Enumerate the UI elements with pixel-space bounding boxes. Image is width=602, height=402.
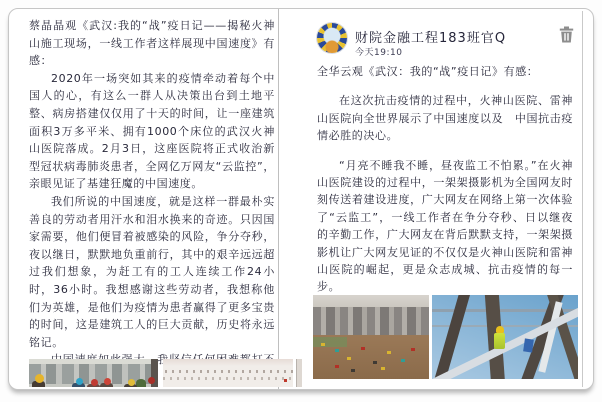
worker-helmet	[496, 326, 504, 333]
post-paragraph: “月亮不睡我不睡，昼夜监工不怕累。”在火神山医院建设的过程中，一架架摄影机为全国网友时刻传送着建设进度，广大网友在网络上第一次体验了“云监工”，一线工作者在争分夺秒、日以继夜的辛勤工作，广大网友在背后默默支持，一架架摄影机让广大网友见证的不仅仅是火神山医院和雷神山医院的崛起，更是众志成城、抗击疫情的每一步。	[317, 158, 573, 294]
post-lead: 全华云观《武汉：我的“战”疫日记》有感：	[317, 65, 539, 78]
photo-steel-worker[interactable]	[432, 295, 578, 379]
helmet-dots	[35, 374, 44, 383]
photo-construction-site[interactable]	[313, 295, 429, 379]
page-edge-line	[582, 11, 583, 387]
essay-paragraph: 我们所说的中国速度，就是这样一群最朴实善良的劳动者用汗水和泪水换来的奇迹。只因国家需要，他们便冒着被感染的风险，争分夺秒，夜以继日，默默地负重前行，其中的艰辛远远超过我们想象，为赶工有的工人连续工作24小时，36小时。我想感谢这些劳动者，我想称他们为英雄，是他们为疫情为患者赢得了更多宝贵的时间，这是建筑工人的巨大贡献，历史将永远铭记。	[29, 194, 275, 349]
essay-paragraph: 2020年一场突如其来的疫情牵动着每个中国人的心，有这么一群人从决策出台到土地平整、病房搭建仅仅用了十天的时间，让一座建筑面积3万多平米、拥有1000个床位的武汉火神山医院落成。2月3日，这座医院将正式收治新型冠状病毒肺炎患者，全网亿万网友“云监控”，亲眼见证了基建狂魔的中国速度。	[29, 71, 275, 191]
delete-post-button[interactable]	[556, 25, 576, 47]
worker-vest	[494, 333, 505, 349]
essay-title: 蔡晶晶观《武汉:我的“战”疫日记——揭秘火神山施工现场，一线工作者这样展现中国速度》有感：	[29, 19, 275, 68]
photo-workers-skyline[interactable]	[29, 359, 158, 387]
second-worker	[523, 338, 534, 352]
red-flag-dot	[284, 379, 287, 382]
post-text	[317, 63, 573, 308]
trash-icon	[559, 31, 574, 46]
avatar[interactable]	[317, 23, 347, 53]
excavator-dots	[321, 343, 325, 346]
page-divider	[278, 9, 279, 389]
photo-white-hospital-building[interactable]	[163, 359, 293, 387]
photo-cropped-sliver[interactable]	[296, 359, 302, 387]
post-paragraph: 在这次抗击疫情的过程中，火神山医院、雷神山医院向全世界展示了中国速度以及 中国抗击疫情必胜的决心。	[317, 94, 573, 143]
essay-text	[29, 17, 275, 386]
tree-silhouette	[136, 379, 146, 387]
author-name[interactable]: 财院金融工程183班官Q	[355, 31, 507, 46]
post-timestamp: 今天19:10	[355, 48, 403, 58]
dark-building-band	[151, 359, 158, 387]
content-card	[8, 8, 594, 390]
